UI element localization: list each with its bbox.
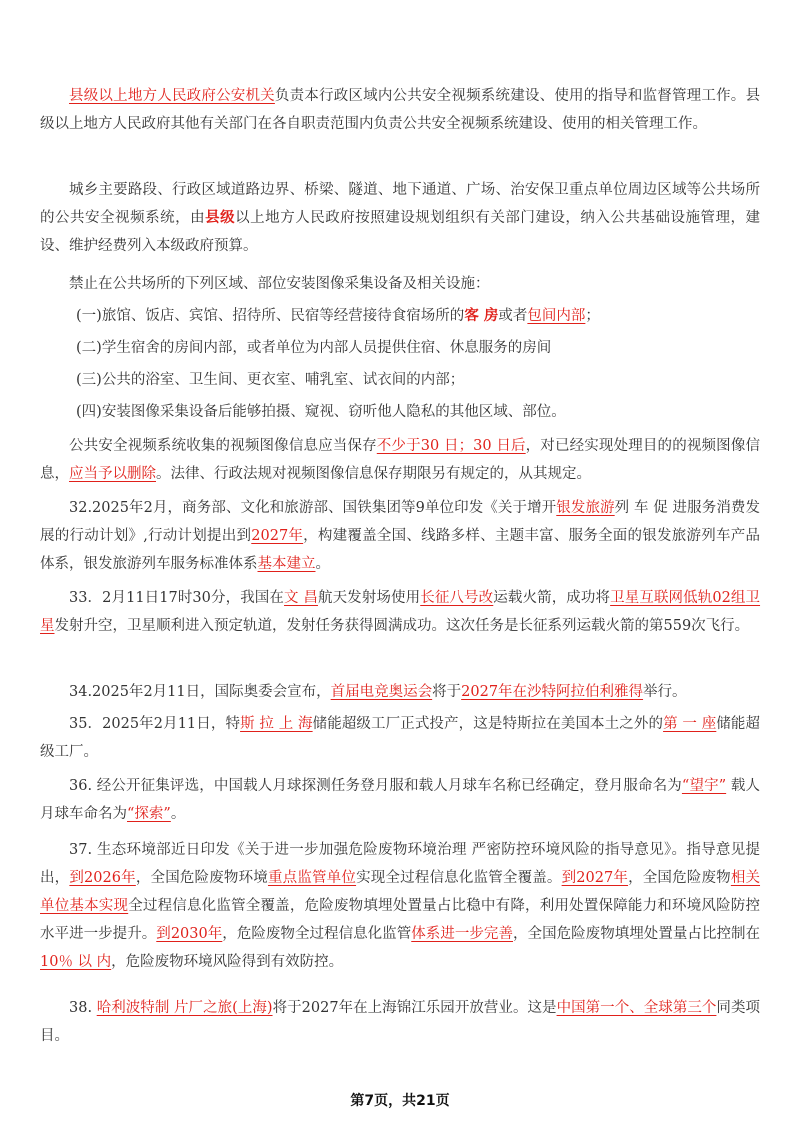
question-38 bbox=[40, 994, 760, 1050]
question-text: ，构建覆盖全国、线路多样、主题丰富、服务全面的银发旅游列车产品体系，银发旅游列车服务标准体系 bbox=[40, 528, 760, 572]
highlight-10-percent: 10％ 以 内 bbox=[40, 954, 112, 970]
highlight-tansuo: “探索” bbox=[127, 806, 171, 822]
page-footer: 第7页，共21页 bbox=[350, 1093, 450, 1109]
question-text: ，全国危险废物环境 bbox=[135, 870, 268, 886]
highlight-public-security-organ: 县级以上地方人民政府公安机关 bbox=[69, 88, 275, 104]
question-text: 发射升空，卫星顺利进入预定轨道，发射任务获得圆满成功。这次任务是长征系列运载火箭的第559次飞行。 bbox=[54, 618, 750, 634]
question-32 bbox=[40, 494, 760, 578]
list-item-4: (四)安装图像采集设备后能够拍摄、窥视、窃听他人隐私的其他区域、部位。 bbox=[76, 404, 566, 420]
question-text: ，危险废物全过程信息化监管 bbox=[222, 926, 412, 942]
paragraph-video-system-construction bbox=[40, 176, 760, 260]
highlight-first: 第 一 座 bbox=[663, 716, 717, 732]
paragraph-text: 公共安全视频系统收集的视频图像信息应当保存 bbox=[69, 438, 377, 454]
paragraph-text: 。法律、行政法规对视频图像信息保存期限另有规定的，从其规定。 bbox=[156, 466, 591, 482]
paragraph-public-security-duty bbox=[40, 82, 760, 138]
question-35 bbox=[40, 710, 760, 766]
question-text: 储能超级工厂。 bbox=[40, 716, 761, 760]
highlight-2027: 2027年 bbox=[251, 528, 304, 544]
question-text: 32.2025年2月，商务部、文化和旅游部、国铁集团等9单位印发《关于增开 bbox=[69, 500, 557, 516]
highlight-delete: 应当予以删除 bbox=[69, 466, 156, 482]
highlight-tesla-shanghai: 斯 拉 上 海 bbox=[240, 716, 313, 732]
question-text: 。 bbox=[170, 806, 186, 822]
question-text: 运载火箭，成功将 bbox=[493, 590, 611, 606]
question-text: 将于 bbox=[432, 684, 462, 700]
highlight-county-level: 县级 bbox=[205, 209, 236, 226]
paragraph-retention-period bbox=[40, 432, 760, 488]
highlight-2030: 到2030年 bbox=[156, 926, 223, 942]
question-33 bbox=[40, 584, 760, 640]
paragraph-text: ，对已经实现处理目的的视频图像信息， bbox=[40, 438, 760, 482]
highlight-system-improved: 体系进一步完善 bbox=[411, 926, 513, 942]
question-text: 载人月球车命名为 bbox=[40, 778, 761, 822]
highlight-private-room: 包间内部 bbox=[527, 308, 586, 324]
question-text: 举行。 bbox=[643, 684, 687, 700]
highlight-related-units: 相关单位基本实现 bbox=[40, 870, 761, 914]
question-text: 36. 经公开征集评选，中国载人月球探测任务登月服和载人月球车名称已经确定，登月服命名为 bbox=[69, 778, 682, 794]
list-item-2: (二)学生宿舍的房间内部，或者单位为内部人员提供住宿、休息服务的房间 bbox=[76, 340, 552, 356]
list-item-1 bbox=[76, 302, 760, 330]
highlight-first-china-third-global: 中国第一个、全球第三个 bbox=[556, 1000, 717, 1016]
question-text: 。 bbox=[315, 556, 330, 572]
highlight-guest-room: 客 房 bbox=[464, 307, 499, 324]
item-text: 或者 bbox=[498, 308, 528, 324]
question-text: 35．2025年2月11日，特 bbox=[69, 716, 241, 732]
question-text: 储能超级工厂正式投产，这是特斯拉在美国本土之外的 bbox=[312, 716, 664, 732]
question-text: ，全国危险废物 bbox=[628, 870, 731, 886]
question-text: 全过程信息化监管全覆盖，危险废物填埋处置量占比稳中有降，利用处置保障能力和环境风险防控水平进一步提升。 bbox=[40, 898, 760, 942]
highlight-2026: 到2026年 bbox=[69, 870, 136, 886]
question-text: ，全国危险废物填埋处置量占比控制在 bbox=[513, 926, 761, 942]
highlight-silver-tourism: 银发旅游 bbox=[556, 500, 615, 516]
question-text: 同类项目。 bbox=[40, 1000, 760, 1044]
paragraph-text: 城乡主要路段、行政区域道路边界、桥梁、隧道、地下通道、广场、治安保卫重点单位周边区域等公共场所的公共安全视频系统，由 bbox=[40, 182, 760, 226]
highlight-30-days: 不少于30 日；30 日后 bbox=[376, 438, 526, 454]
highlight-key-units: 重点监管单位 bbox=[267, 870, 357, 886]
question-text: 航天发射场使用 bbox=[317, 590, 421, 606]
highlight-basically-established: 基本建立 bbox=[257, 556, 316, 572]
highlight-riyadh-2027: 2027年在沙特阿拉伯利雅得 bbox=[461, 684, 644, 700]
highlight-wenchang: 文 昌 bbox=[284, 590, 318, 606]
question-37 bbox=[40, 836, 760, 976]
question-text: 34.2025年2月11日，国际奥委会宣布， bbox=[69, 684, 331, 700]
question-text: 38. bbox=[69, 1000, 97, 1016]
question-text: 实现全过程信息化监管全覆盖。 bbox=[356, 870, 562, 886]
paragraph-prohibited-areas-intro: 禁止在公共场所的下列区域、部位安装图像采集设备及相关设施： bbox=[69, 276, 490, 292]
highlight-harry-potter-studio: 哈利波特制 片厂之旅(上海) bbox=[96, 1000, 273, 1016]
item-text: ； bbox=[585, 308, 600, 324]
highlight-esports-olympics: 首届电竞奥运会 bbox=[330, 684, 433, 700]
question-text: 列 车 促 进服务消费发展的行动计划》,行动计划提出到 bbox=[40, 500, 760, 544]
question-34 bbox=[40, 678, 760, 706]
highlight-long-march-8a: 长征八号改 bbox=[420, 590, 494, 606]
question-text: ，危险废物环境风险得到有效防控。 bbox=[111, 954, 344, 970]
question-36 bbox=[40, 772, 760, 828]
paragraph-text: 以上地方人民政府按照建设规划组织有关部门建设，纳入公共基础设施管理，建设、维护经费列入本级政府预算。 bbox=[40, 210, 761, 254]
item-text: (一)旅馆、饭店、宾馆、招待所、民宿等经营接待食宿场所的 bbox=[76, 308, 465, 324]
highlight-wangyu: “望宇” bbox=[681, 778, 727, 794]
question-text: 33．2月11日17时30分，我国在 bbox=[69, 590, 285, 606]
paragraph-text: 负责本行政区域内公共安全视频系统建设、使用的指导和监督管理工作。县级以上地方人民政府其他有关部门在各自职责范围内负责公共安全视频系统建设、使用的相关管理工作。 bbox=[40, 88, 760, 132]
highlight-2027: 到2027年 bbox=[561, 870, 629, 886]
question-text: 将于2027年在上海锦江乐园开放营业。这是 bbox=[272, 1000, 557, 1016]
list-item-3: (三)公共的浴室、卫生间、更衣室、哺乳室、试衣间的内部； bbox=[76, 372, 465, 388]
question-text: 37. 生态环境部近日印发《关于进一步加强危险废物环境治理 严密防控环境风险的指导意见》。指导意见提出， bbox=[40, 842, 760, 886]
highlight-satellite-group: 卫星互联网低轨02组卫星 bbox=[40, 590, 761, 634]
